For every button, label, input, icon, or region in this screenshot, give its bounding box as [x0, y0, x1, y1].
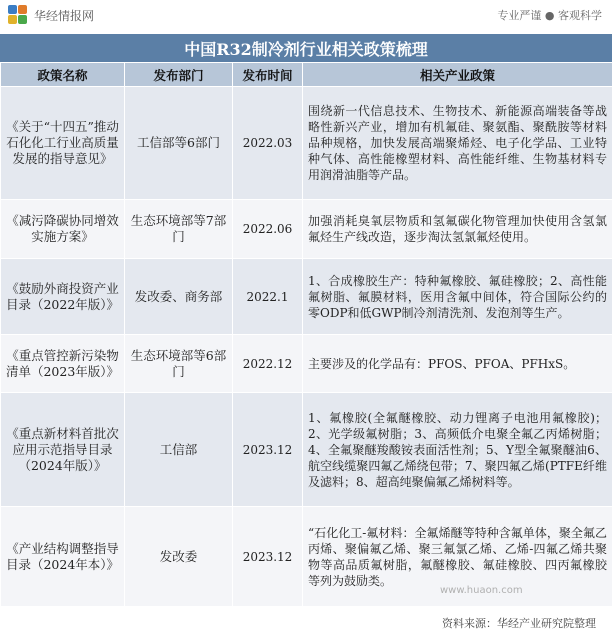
table-row [1, 200, 612, 259]
table-row [1, 335, 612, 393]
table-row [1, 87, 612, 200]
slogan: 专业严谨 ● 客观科学 [497, 9, 602, 22]
header-release-time: 发布时间 [233, 63, 303, 87]
brand[interactable] [8, 5, 94, 25]
department: 发改委 [125, 507, 233, 607]
policy-content: “石化化工-氟材料：全氟烯醚等特种含氟单体，聚全氟乙丙烯、聚偏氟乙烯、聚三氟氯乙烯、乙烯-四氟乙烯共聚物等高品质氟树脂，氟醚橡胶、氟硅橡胶、四丙氟橡胶等列为鼓励类。 [303, 507, 612, 607]
release-time: 2022.03 [233, 87, 303, 200]
department: 工信部等6部门 [125, 87, 233, 200]
policy-content: 加强消耗臭氧层物质和氢氟碳化物管理加快使用含氢氯氟烃生产线改造，逐步淘汰氢氯氟烃使用。 [303, 200, 612, 259]
logo-icon [8, 5, 28, 25]
policy-content: 围绕新一代信息技术、生物技术、新能源高端装备等战略性新兴产业，增加有机氟硅、聚氨酯、聚酰胺等材料品种规格，加快发展高端聚烯烃、电子化学品、工业特种气体、高性能橡塑材料、高性能纤维、生物基材料专用润滑油脂等产品。 [303, 87, 612, 200]
department: 工信部 [125, 393, 233, 507]
policy-name: 《重点管控新污染物清单（2023年版）》 [1, 335, 125, 393]
watermark: www.huaon.com [440, 585, 523, 596]
policy-content: 1、合成橡胶生产：特种氟橡胶、氟硅橡胶；2、高性能氟树脂、氟膜材料，医用含氟中间体，符合国际公约的零ODP和低GWP制冷剂清洗剂、发泡剂等生产。 [303, 259, 612, 335]
policy-name: 《产业结构调整指导目录（2024年本）》 [1, 507, 125, 607]
header-policy-name: 政策名称 [1, 63, 125, 87]
table-header-row [1, 63, 612, 87]
release-time: 2023.12 [233, 507, 303, 607]
table-row [1, 393, 612, 507]
department: 生态环境部等6部门 [125, 335, 233, 393]
policy-name: 《鼓励外商投资产业目录（2022年版）》 [1, 259, 125, 335]
release-time: 2023.12 [233, 393, 303, 507]
policy-content: 主要涉及的化学品有：PFOS、PFOA、PFHxS。 [303, 335, 612, 393]
release-time: 2022.06 [233, 200, 303, 259]
policy-content: 1、氟橡胶(全氟醚橡胶、动力锂离子电池用氟橡胶)；2、光学级氟树脂；3、高频低介电聚全氟乙丙烯树脂；4、全氟聚醚羧酸铵表面活性剂；5、Y型全氟聚醚油6、航空线缆聚四氟乙烯绕包带；7、聚四氟乙烯(PTFE纤维及滤料；8、超高纯聚偏氟乙烯树料等。 [303, 393, 612, 507]
department: 生态环境部等7部门 [125, 200, 233, 259]
policy-table [0, 62, 612, 607]
table-row [1, 259, 612, 335]
header-department: 发布部门 [125, 63, 233, 87]
header-related-policy: 相关产业政策 [303, 63, 612, 87]
release-time: 2022.1 [233, 259, 303, 335]
policy-name: 《关于“十四五”推动石化化工行业高质量发展的指导意见》 [1, 87, 125, 200]
department: 发改委、商务部 [125, 259, 233, 335]
source-note: 资料来源：华经产业研究院整理 [442, 617, 596, 630]
policy-name: 《减污降碳协同增效实施方案》 [1, 200, 125, 259]
page-title: 中国R32制冷剂行业相关政策梳理 [0, 34, 612, 62]
release-time: 2022.12 [233, 335, 303, 393]
footer [0, 608, 612, 638]
policy-name: 《重点新材料首批次应用示范指导目录（2024年版）》 [1, 393, 125, 507]
top-bar [0, 0, 612, 30]
brand-name: 华经情报网 [34, 8, 95, 23]
